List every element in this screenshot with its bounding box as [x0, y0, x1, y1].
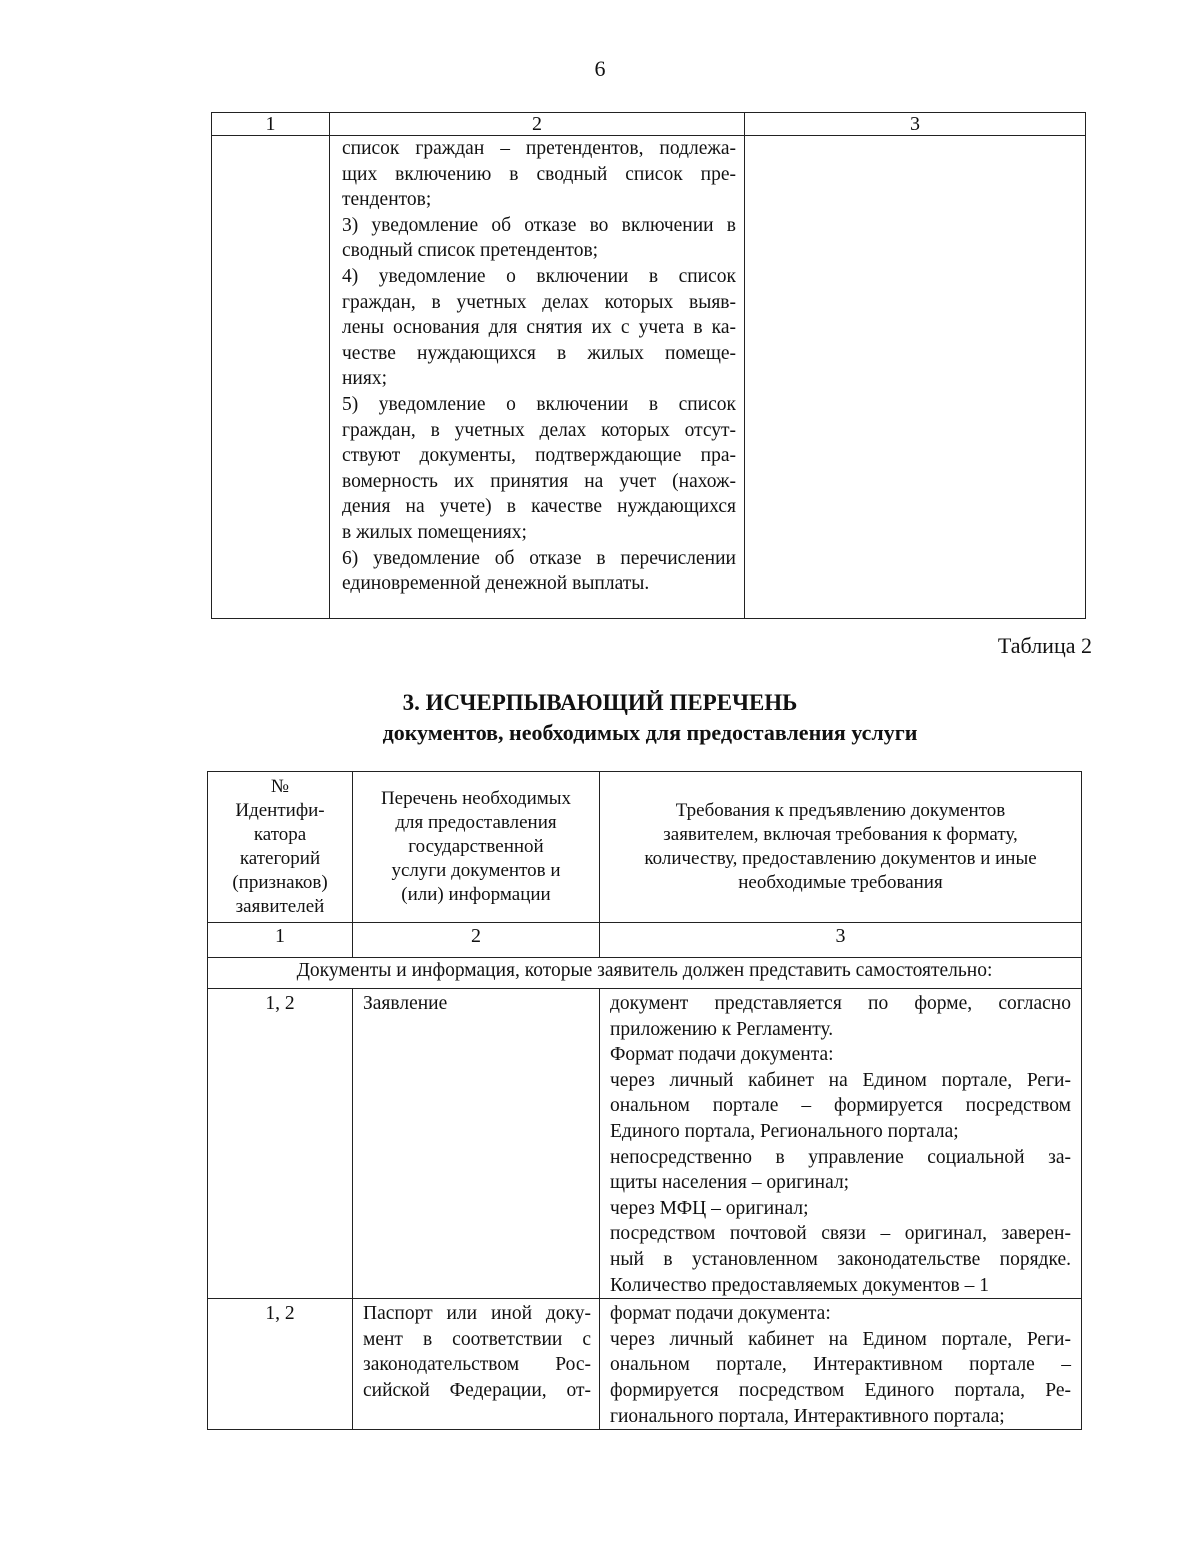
text-line: законодательством Рос-: [363, 1354, 591, 1376]
text-line: Формат подачи документа:: [610, 1044, 834, 1066]
table1-col-1-header: 1: [212, 113, 330, 136]
header-line: заявителей: [235, 896, 325, 917]
table2-section-row: [208, 958, 1082, 989]
text-line: Единого портала, Регионального портала;: [610, 1120, 959, 1142]
text-line: через личный кабинет на Едином портале, Реги-: [610, 1069, 1071, 1091]
header-line: Перечень необходимых: [380, 788, 572, 809]
table1-cell-1: [212, 136, 330, 619]
column-number: 2: [353, 923, 600, 958]
header-line: услуги документов и: [391, 860, 561, 881]
text-line: вомерность их принятия на учет (нахож-: [342, 470, 736, 492]
table2-column-numbers: [208, 923, 1082, 958]
table2-header-row: [208, 772, 1082, 923]
page-number: 6: [594, 56, 606, 81]
text-line: граждан, в учетных делах которых выяв-: [342, 291, 736, 313]
row-category-id: 1, 2: [208, 989, 353, 1299]
text-line: формат подачи документа:: [610, 1303, 831, 1325]
text-line: мент в соответствии с: [363, 1328, 591, 1350]
text-line: ональном портале – формируется посредством: [610, 1095, 1071, 1117]
table-continuation: [211, 112, 1086, 619]
text-line: список граждан – претендентов, подлежа-: [342, 138, 736, 159]
text-line: через личный кабинет на Едином портале, Реги-: [610, 1328, 1071, 1350]
column-number: 1: [208, 923, 353, 958]
header-line: Идентифи-: [235, 800, 325, 821]
header-requirements: [600, 772, 1082, 923]
text-line: непосредственно в управление социальной за-: [610, 1146, 1071, 1168]
documents-table: [207, 771, 1082, 1430]
section-title: 3. ИСЧЕРПЫВАЮЩИЙ ПЕРЕЧЕНЬ: [402, 690, 798, 715]
header-line: государственной: [408, 836, 544, 857]
text-line: щиты населения – оригинал;: [610, 1172, 850, 1194]
text-line: сводный список претендентов;: [342, 240, 599, 262]
table1-row: [212, 136, 1086, 619]
table1-col-2-header: 2: [330, 113, 745, 136]
header-line: количеству, предоставлению документов и иные: [644, 848, 1037, 869]
text-line: приложению к Регламенту.: [610, 1018, 834, 1040]
text-line: через МФЦ – оригинал;: [610, 1197, 809, 1219]
header-line: заявителем, включая требования к формату,: [663, 824, 1018, 845]
header-line: необходимые требования: [738, 872, 943, 893]
text-line: формируется посредством Единого портала, Ре-: [610, 1379, 1071, 1401]
header-line: катора: [253, 824, 307, 845]
text-line: лены основания для снятия их с учета в ка-: [342, 317, 736, 339]
table1-cell-2: [330, 136, 745, 619]
text-line: честве нуждающихся в жилых помеще-: [342, 342, 736, 364]
header-documents-list: [353, 772, 600, 923]
row-requirements: [600, 1299, 1082, 1430]
text-line: дения на учете) в качестве нуждающихся: [342, 496, 736, 518]
text-line: документ представляется по форме, согласно: [610, 993, 1071, 1014]
table-row: [208, 1299, 1082, 1430]
text-line: ный в установленном законодательстве порядке.: [610, 1248, 1071, 1270]
text-line: единовременной денежной выплаты.: [342, 573, 650, 595]
text-line: в жилых помещениях;: [342, 521, 527, 543]
row-requirements: [600, 989, 1082, 1299]
header-line: (или) информации: [401, 884, 551, 905]
table1-header-row: [212, 113, 1086, 136]
text-line: ствуют документы, подтверждающие пра-: [342, 445, 736, 467]
header-line: категорий: [239, 848, 321, 869]
text-line: щих включению в сводный список пре-: [342, 163, 736, 185]
row-category-id: 1, 2: [208, 1299, 353, 1430]
text-line: тендентов;: [342, 189, 432, 211]
row-document-name: [353, 989, 600, 1299]
table-caption: Таблица 2: [997, 633, 1092, 658]
text-line: граждан, в учетных делах которых отсут-: [342, 419, 736, 441]
text-line: посредством почтовой связи – оригинал, заверен-: [610, 1223, 1071, 1245]
header-applicant-category: [208, 772, 353, 923]
header-line: (признаков): [232, 872, 328, 893]
text-line: Заявление: [363, 993, 448, 1014]
table1-cell-3: [745, 136, 1086, 619]
text-line: ональном портале, Интерактивном портале –: [610, 1354, 1071, 1376]
text-line: Паспорт или иной доку-: [363, 1303, 591, 1325]
table-row: [208, 989, 1082, 1299]
text-line: гионального портала, Интерактивного портала;: [610, 1405, 1005, 1427]
section-subtitle: документов, необходимых для предоставления услуги: [382, 720, 918, 745]
text-line: 6) уведомление об отказе в перечислении: [342, 547, 736, 569]
text-line: сийской Федерации, от-: [363, 1379, 591, 1401]
header-line: для предоставления: [395, 812, 557, 833]
text-line: 3) уведомление об отказе во включении в: [342, 214, 736, 236]
text-line: 5) уведомление о включении в список: [342, 393, 736, 415]
table1-col-3-header: 3: [745, 113, 1086, 136]
row-document-name: [353, 1299, 600, 1430]
header-line: №: [270, 776, 290, 797]
text-line: ниях;: [342, 368, 388, 390]
section-row-text: Документы и информация, которые заявитель должен представить самостоятельно:: [208, 958, 1082, 989]
text-line: 4) уведомление о включении в список: [342, 265, 736, 287]
column-number: 3: [600, 923, 1082, 958]
header-line: Требования к предъявлению документов: [675, 800, 1006, 821]
text-line: Количество предоставляемых документов – 1: [610, 1274, 989, 1296]
